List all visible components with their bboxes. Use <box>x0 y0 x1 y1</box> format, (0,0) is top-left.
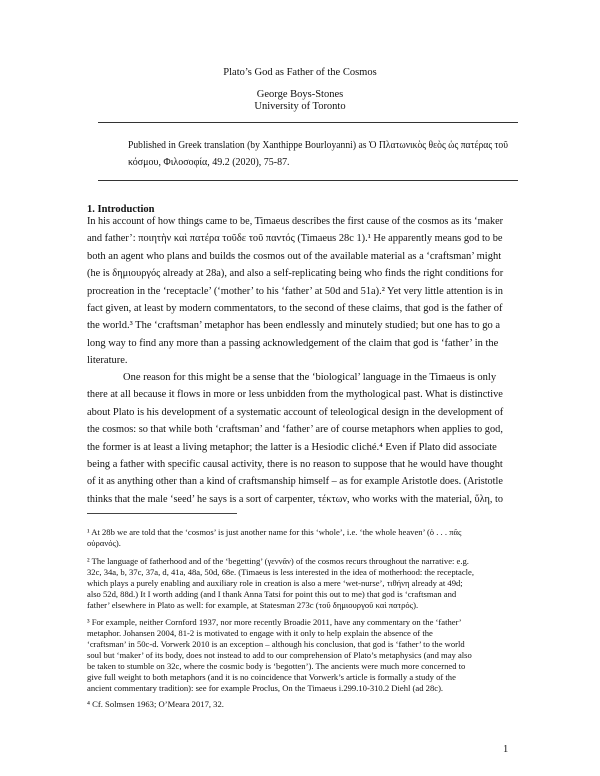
text-line: thinks that the male ‘seed’ he says is a sort of carpenter, τέκτων, who works with the material, ὕλη, to <box>87 493 503 505</box>
text-line: there at all because it flows in more or less unbidden from the mythological past. What is distinctive <box>87 389 503 401</box>
footnote-line: give full weight to both metaphors (and it is no coincidence that Vorwerk’s article is formally a study of the <box>87 672 456 682</box>
footnote-line: ¹ At 28b we are told that the ‘cosmos’ is just another name for this ‘whole’, i.e. ‘the whole heaven’ (ὁ . . . πᾶς <box>87 527 462 537</box>
text-line: the world.³ The ‘craftsman’ metaphor has been endlessly and minutely studied; but one has to go a <box>87 320 501 332</box>
text-line: and father’: ποιητὴν καὶ πατέρα τοῦδε τοῦ παντός (Timaeus 28c 1).¹ He apparently means god to be <box>87 233 503 245</box>
footnote-line: ³ For example, neither Cornford 1937, nor more recently Broadie 2011, have any commentary on the ‘father’ <box>87 617 462 627</box>
paragraph-1 <box>87 213 503 370</box>
text-line: the former is at least a living metaphor; the latter is a Hesiodic cliché.⁴ Even if Plato did associate <box>87 441 497 453</box>
text-line: fact given, at least by modern commentators, to the second of these claims, that god is the father of <box>87 303 503 315</box>
publication-note-line: κόσμου, Φιλοσοφία, 49.2 (2020), 75-87. <box>128 157 290 168</box>
text-line: procreation in the ‘receptacle’ (‘mother’ to his ‘father’ at 50d and 51a).² Yet very little attention is in <box>87 285 504 297</box>
footnote-1 <box>87 527 503 549</box>
footnote-line: ² The language of fatherhood and of the ‘begetting’ (γεννᾶν) of the cosmos recurs throughout the narrative: e.g. <box>87 556 469 566</box>
footnote-line: metaphor. Johansen 2004, 81-2 is motivated to engage with it only to help explain the absence of the <box>87 628 433 638</box>
footnote-line: soul but ‘maker’ of its body, does not instead to add to our comprehension of Plato’s metaphysics (and may also <box>87 650 472 660</box>
text-line: the cosmos: so that while both ‘craftsman’ and ‘father’ are of course metaphors when applies to god, <box>87 424 503 436</box>
footnote-4 <box>87 699 503 710</box>
footnote-line: father’ elsewhere in Plato as well: for example, at Statesman 273c (τοῦ δημιουργοῦ καὶ πατρός). <box>87 600 419 610</box>
page-number: 1 <box>503 744 509 755</box>
footnote-line: ancient commentary tradition): see for example Proclus, On the Timaeus i.299.10-310.2 Diehl (ad 28c). <box>87 683 444 693</box>
footnote-line: οὐρανός). <box>87 538 121 548</box>
footnote-line: also 52d, 88d.) It I worth adding (and I thank Anna Tatsi for point this out to me) that god is ‘craftsman and <box>87 589 457 599</box>
author-name: George Boys-Stones <box>256 89 344 100</box>
footnote-line: be taken to stumble on 32c, where the cosmic body is ‘begotten’). The ancients were much more concerned to <box>87 661 466 671</box>
text-line: In his account of how things came to be, Timaeus describes the first cause of the cosmos as its ‘maker <box>87 216 504 227</box>
footnote-line: ⁴ Cf. Solmsen 1963; O’Meara 2017, 32. <box>87 699 224 709</box>
text-line: about Plato is his development of a systematic account of teleological design in the development of <box>87 406 504 418</box>
text-line: of it as anything other than a kind of craftsmanship himself – as for example Aristotle does. (Aristotle <box>87 476 503 488</box>
text-line: literature. <box>87 355 128 367</box>
text-line: (he is δημιουργός already at 28a), and also a self-replicating being who finds the right conditions for <box>87 268 504 280</box>
footnote-separator <box>87 513 237 514</box>
paper-title: Plato’s God as Father of the Cosmos <box>223 67 377 78</box>
footnote-line: ‘craftsman’ in 50c-d. Vorwerk 2010 is an exception – although his conclusion, that god is ‘father’ to the world <box>87 639 465 649</box>
text-line: being a father with specific causal activity, there is no reason to suppose that he would have thought <box>87 459 503 471</box>
text-line: One reason for this might be a sense that the ‘biological’ language in the Timaeus is only <box>123 372 497 383</box>
footnote-2 <box>87 556 503 611</box>
publication-note-line: Published in Greek translation (by Xanthippe Bourloyanni) as Ὁ Πλατωνικὸς θεὸς ὡς πατέρας τοῦ <box>128 140 508 151</box>
text-line: both an agent who plans and builds the cosmos out of the available material as a ‘craftsman’ might <box>87 250 502 262</box>
text-line: long way to find any more than a passing acknowledgement of the claim that god is ‘father’ in the <box>87 337 499 349</box>
paragraph-2 <box>87 369 503 508</box>
publication-note <box>128 137 528 171</box>
footnote-3 <box>87 617 503 694</box>
section-heading: 1. Introduction <box>87 204 155 215</box>
footnote-line: 32c, 34a, b, 37c, 37a, d, 41a, 48a, 50d, 68e. (Timaeus is less interested in the idea of motherhood: the receptacle, <box>87 567 475 577</box>
author-affiliation: University of Toronto <box>254 101 346 112</box>
footnote-line: which plays a purely enabling and auxiliary role in creation is also a mere ‘wet-nurse’, τιθήνη already at 49d; <box>87 578 463 588</box>
